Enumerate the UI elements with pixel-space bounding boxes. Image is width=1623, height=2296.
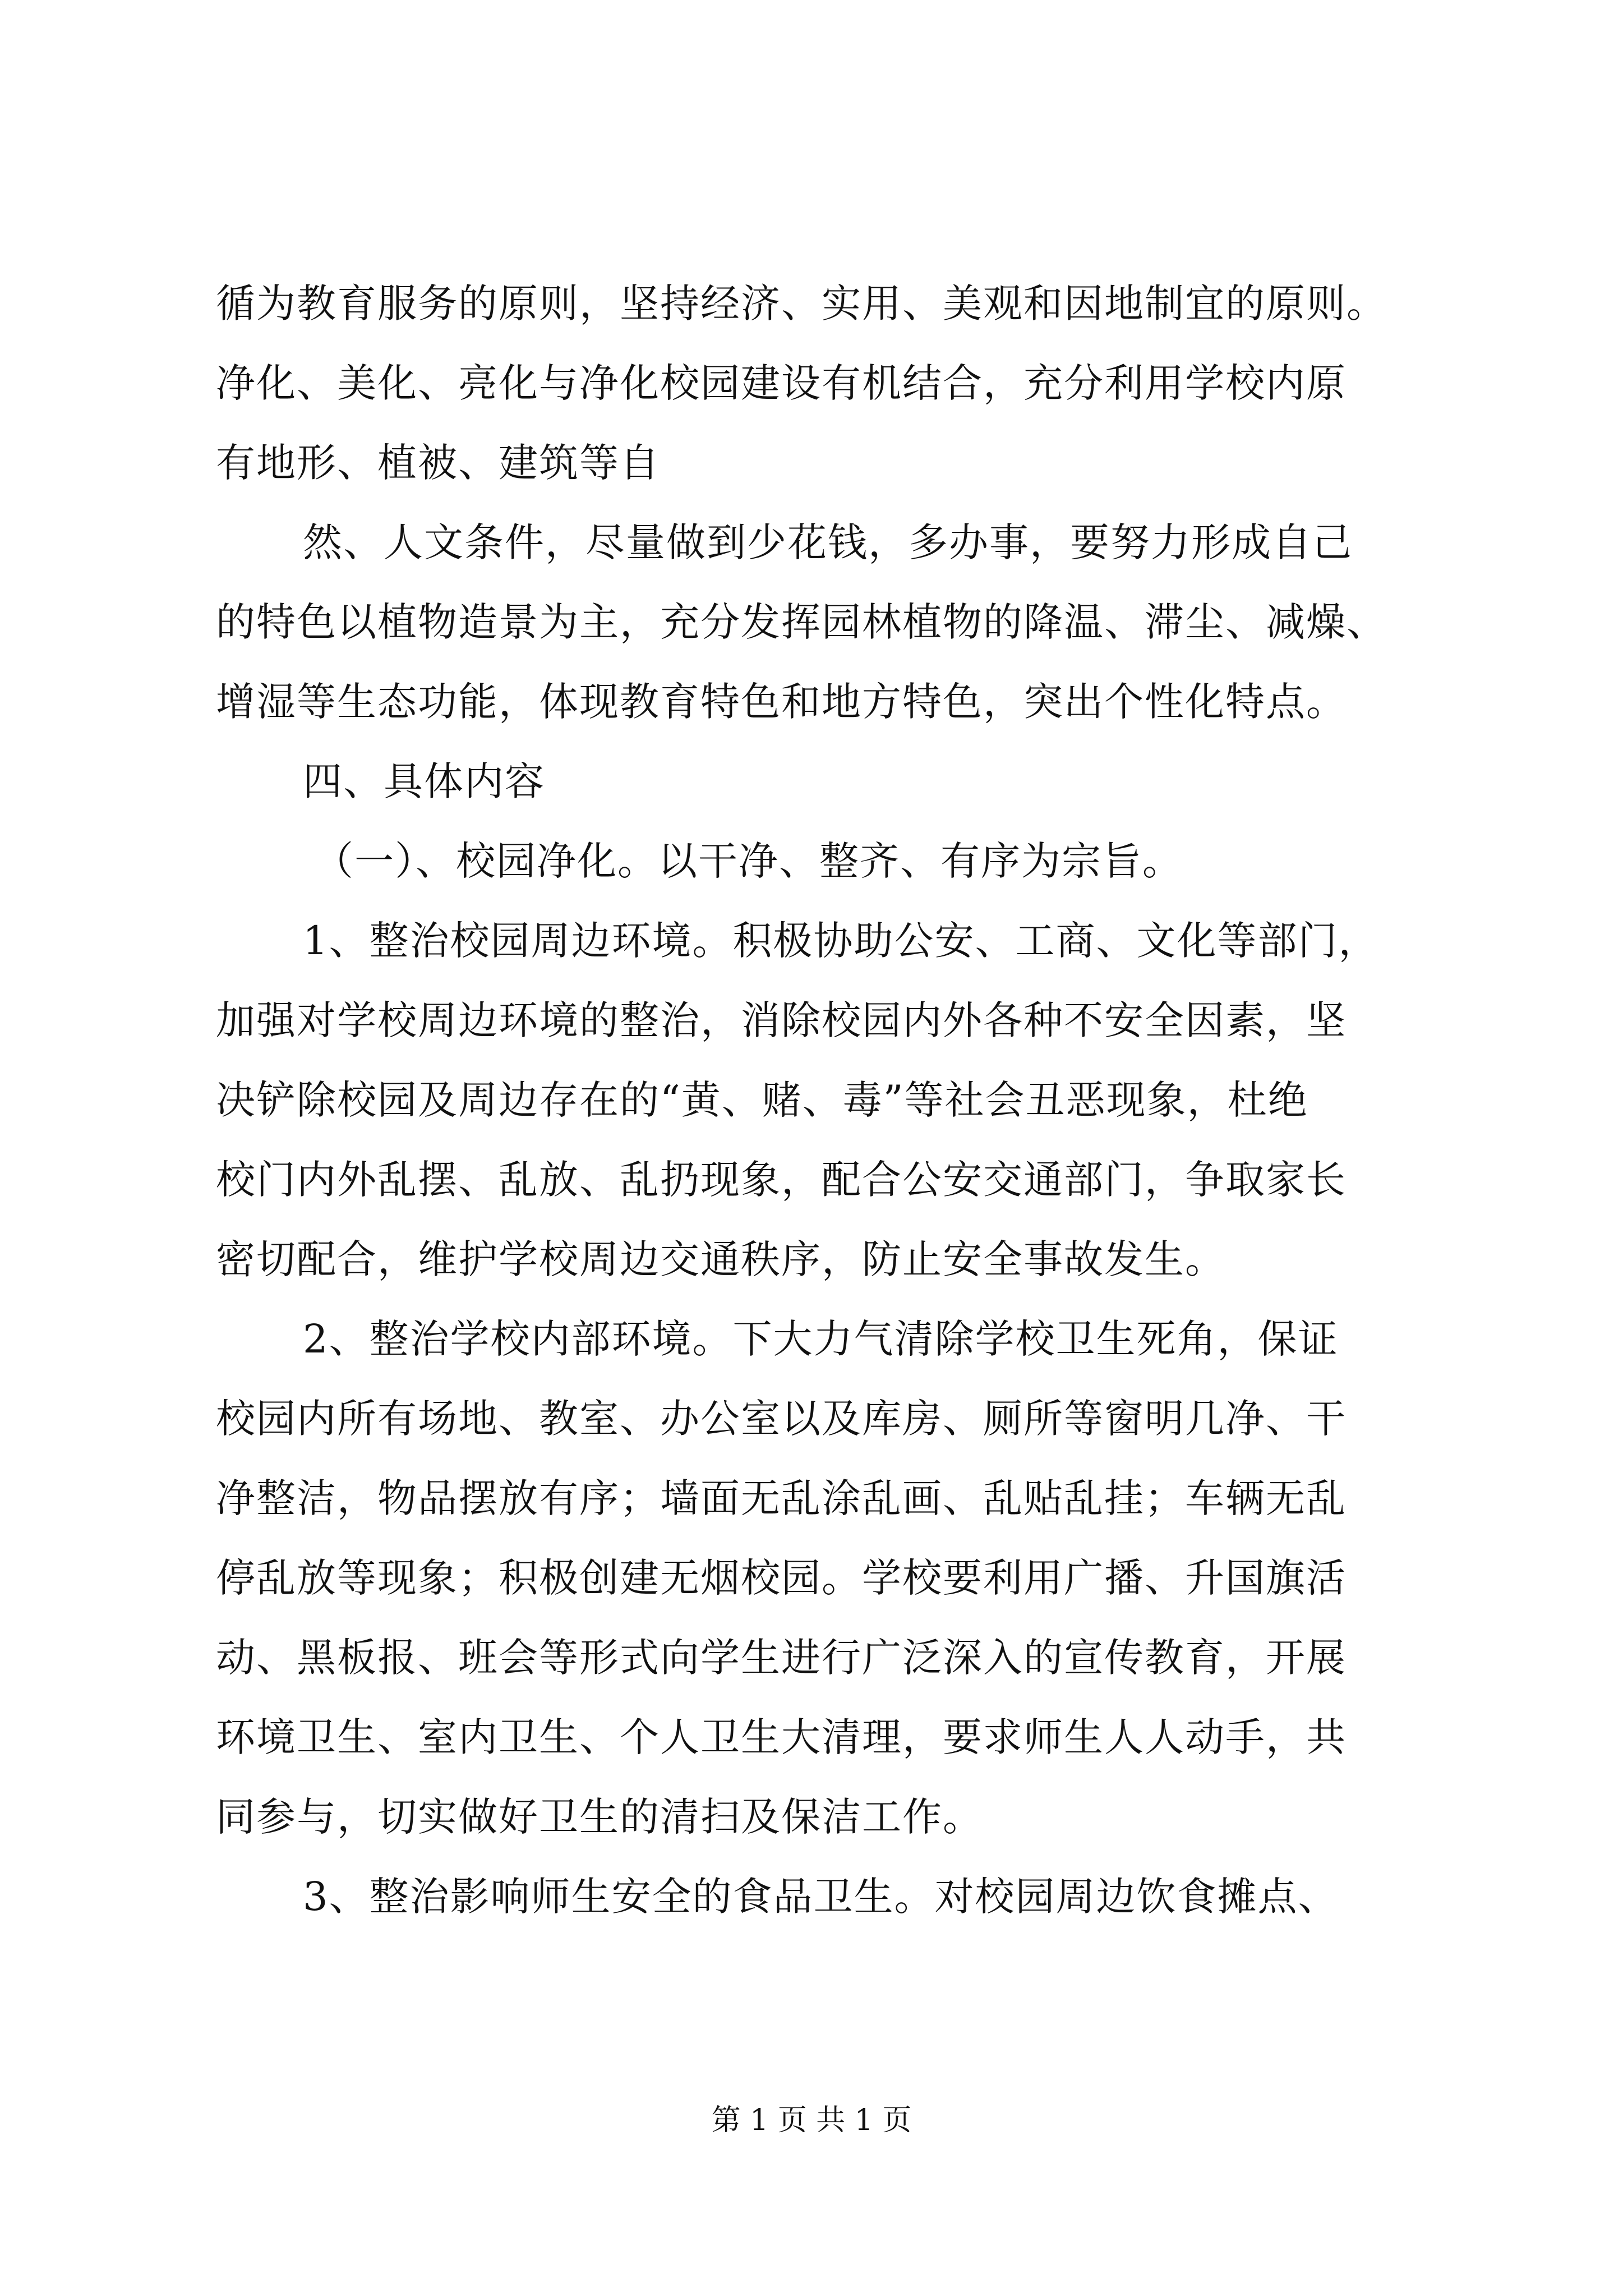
text-line: 校园内所有场地、教室、办公室以及库房、厕所等窗明几净、干 xyxy=(216,1396,1347,1442)
text-line: 2、整治学校内部环境。下大力气清除学校卫生死角，保证 xyxy=(303,1316,1339,1362)
text-line: 同参与，切实做好卫生的清扫及保洁工作。 xyxy=(216,1794,983,1840)
text-line: 校门内外乱摆、乱放、乱扔现象，配合公安交通部门，争取家长 xyxy=(216,1157,1347,1203)
text-line: 环境卫生、室内卫生、个人卫生大清理，要求师生人人动手，共 xyxy=(216,1714,1347,1760)
text-line: 加强对学校周边环境的整治，消除校园内外各种不安全因素，坚 xyxy=(216,997,1347,1043)
text-line: 动、黑板报、班会等形式向学生进行广泛深入的宣传教育，开展 xyxy=(216,1635,1347,1681)
section-heading: 四、具体内容 xyxy=(303,758,545,804)
text-line: 的特色以植物造景为主，充分发挥园林植物的降温、滞尘、减燥、 xyxy=(216,599,1387,645)
text-line: 决铲除校园及周边存在的“黄、赌、毒”等社会丑恶现象，杜绝 xyxy=(216,1077,1308,1123)
text-line: 1、整治校园周边环境。积极协助公安、工商、文化等部门， xyxy=(303,918,1379,964)
text-line: 净整洁，物品摆放有序；墙面无乱涂乱画、乱贴乱挂；车辆无乱 xyxy=(216,1475,1347,1521)
page-footer: 第 1 页 共 1 页 xyxy=(711,2104,912,2137)
text-line: 停乱放等现象；积极创建无烟校园。学校要利用广播、升国旗活 xyxy=(216,1555,1347,1601)
text-line: 有地形、植被、建筑等自 xyxy=(216,440,660,486)
text-line: 循为教育服务的原则，坚持经济、实用、美观和因地制宜的原则。 xyxy=(216,280,1387,326)
subsection-heading: （一）、校园净化。以干净、整齐、有序为宗旨。 xyxy=(314,838,1183,884)
document-body xyxy=(216,264,1416,1936)
text-line: 然、人文条件，尽量做到少花钱，多办事，要努力形成自己 xyxy=(303,519,1353,565)
text-line: 3、整治影响师生安全的食品卫生。对校园周边饮食摊点、 xyxy=(303,1874,1339,1920)
text-line: 密切配合，维护学校周边交通秩序，防止安全事故发生。 xyxy=(216,1236,1225,1282)
text-line: 增湿等生态功能，体现教育特色和地方特色，突出个性化特点。 xyxy=(216,679,1347,725)
text-line: 净化、美化、亮化与净化校园建设有机结合，充分利用学校内原 xyxy=(216,360,1347,406)
